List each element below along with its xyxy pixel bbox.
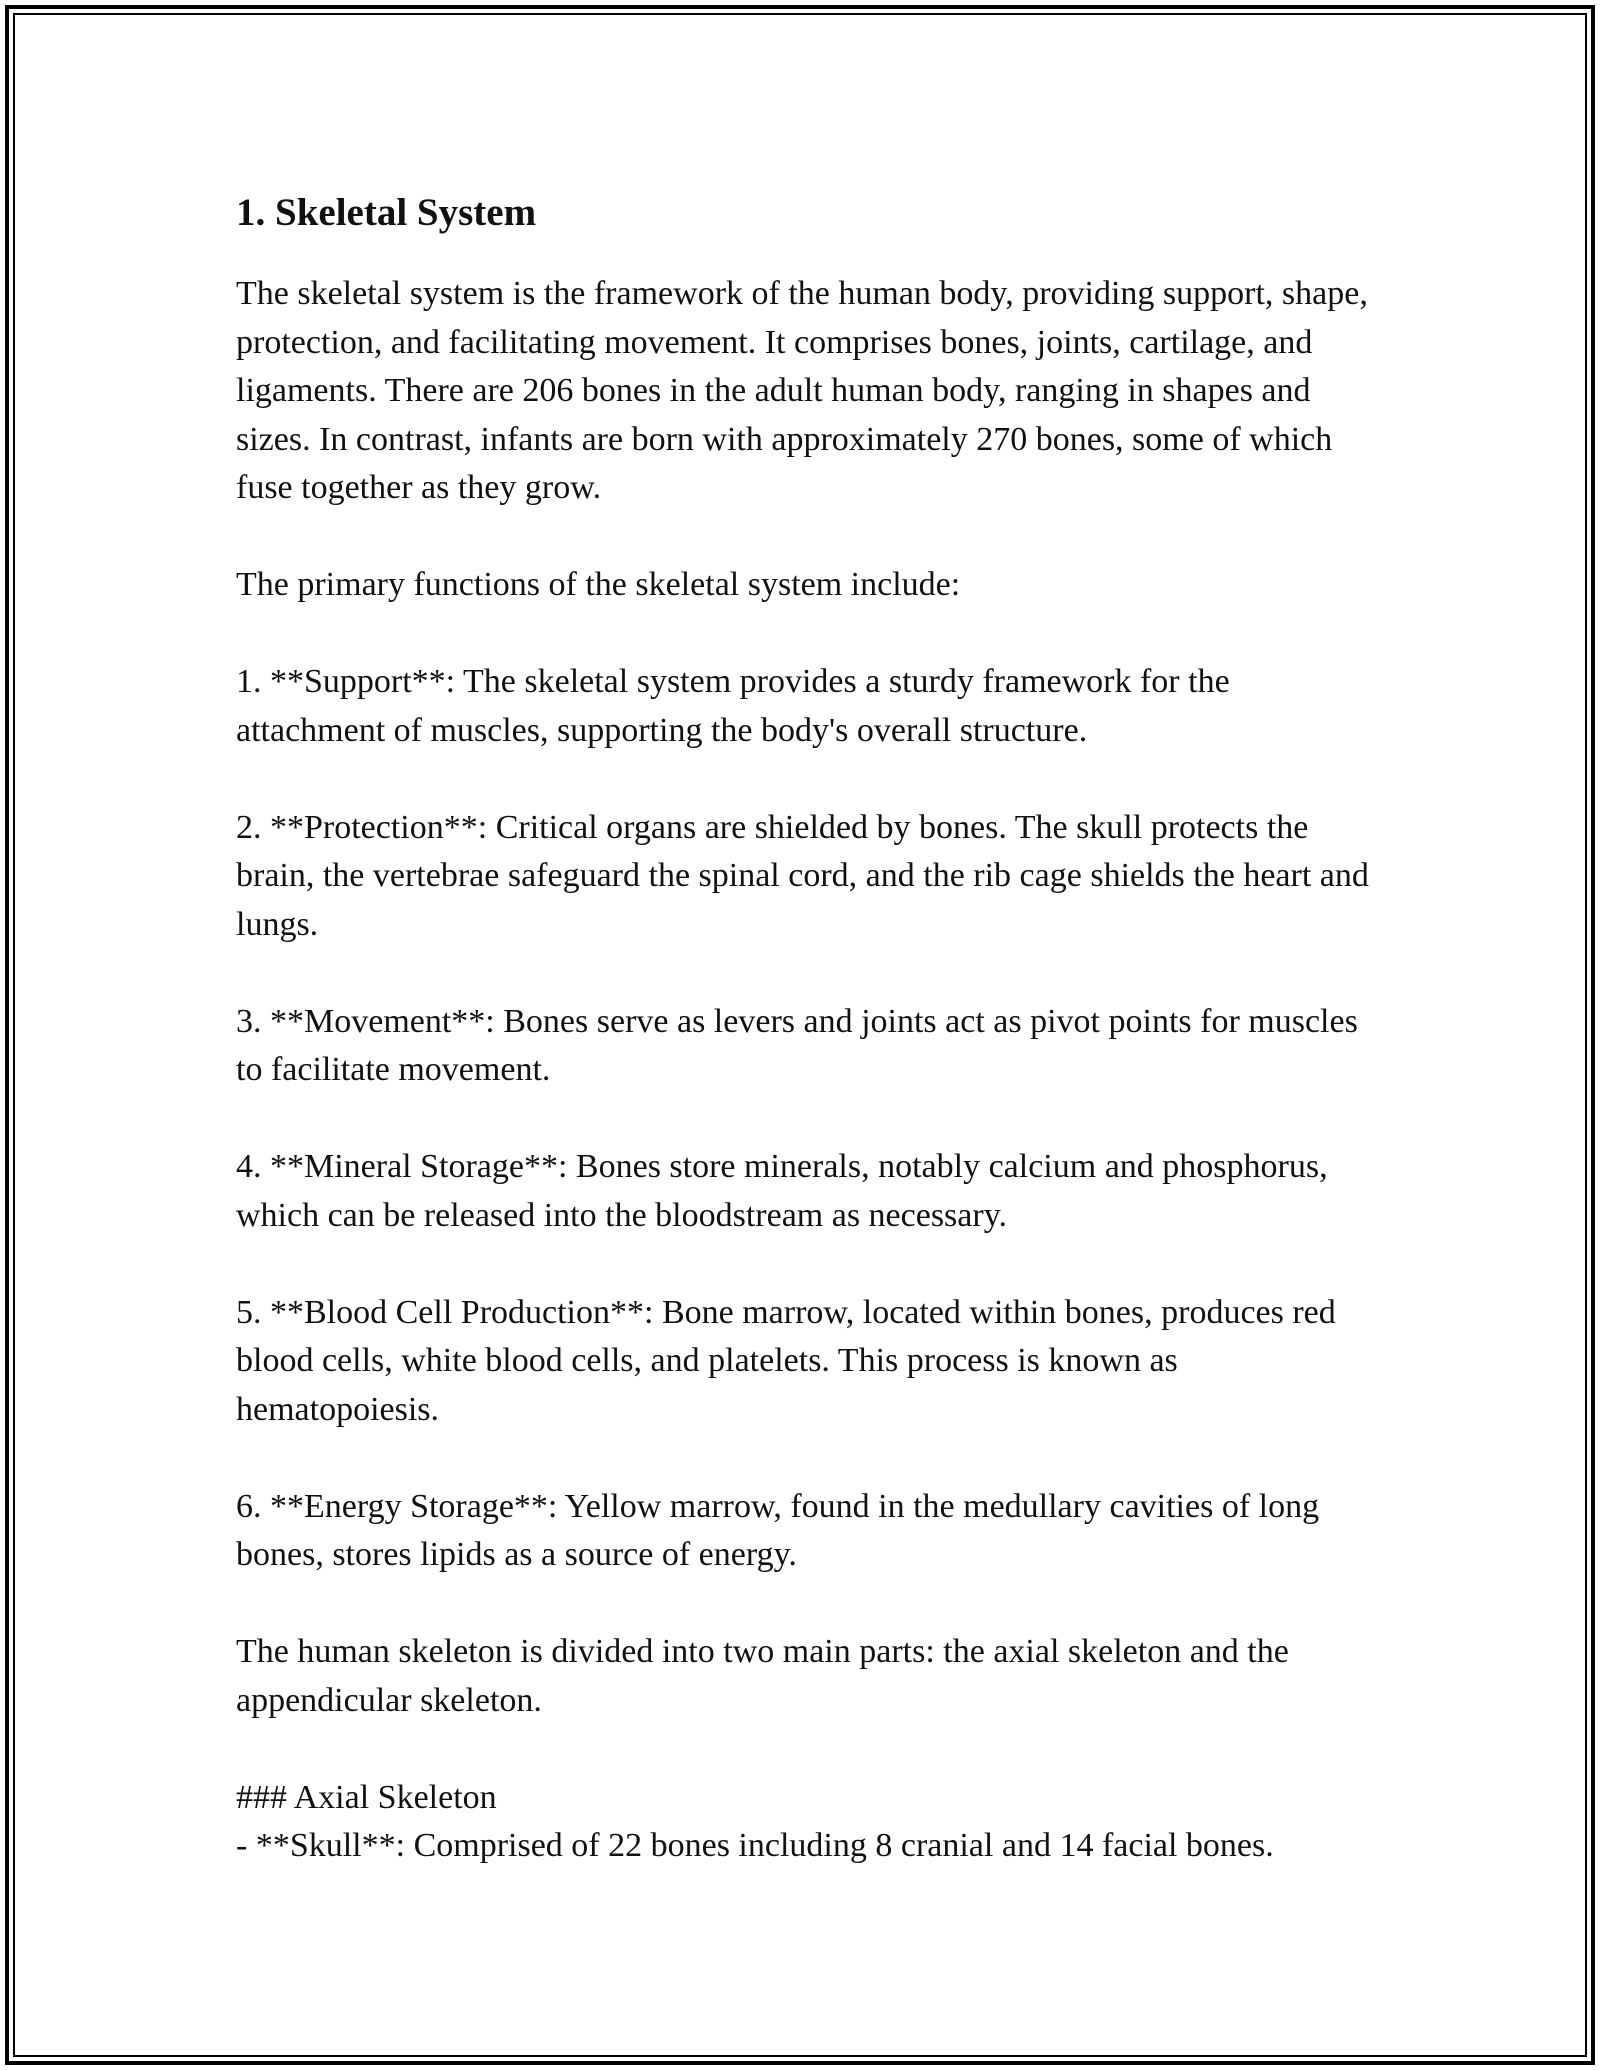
skull-item: - **Skull**: Comprised of 22 bones including 8 cranial and 14 facial bones. xyxy=(236,1827,1274,1864)
division-paragraph: The human skeleton is divided into two main parts: the axial skeleton and the appendicular skeleton. xyxy=(236,1633,1289,1719)
document-body xyxy=(236,186,1386,1871)
function-support: 1. **Support**: The skeletal system provides a sturdy framework for the attachment of muscles, supporting the body's overall structure. xyxy=(236,663,1230,749)
function-blood-cell-production: 5. **Blood Cell Production**: Bone marrow, located within bones, produces red blood cells, white blood cells, and platelets. This process is known as hematopoiesis. xyxy=(236,1293,1336,1428)
function-energy-storage: 6. **Energy Storage**: Yellow marrow, found in the medullary cavities of long bones, stores lipids as a source of energy. xyxy=(236,1487,1320,1573)
function-mineral-storage: 4. **Mineral Storage**: Bones store minerals, notably calcium and phosphorus, which can be released into the bloodstream as necessary. xyxy=(236,1148,1328,1234)
section-heading: 1. Skeletal System xyxy=(236,191,537,234)
intro-paragraph: The skeletal system is the framework of the human body, providing support, shape, protection, and facilitating movement. It comprises bones, joints, cartilage, and ligaments. There are 206 bones in the adult human body, ranging in shapes and sizes. In contrast, infants are born with approximately 270 bones, some of which fuse together as they grow. xyxy=(236,275,1368,506)
axial-skeleton-heading: ### Axial Skeleton xyxy=(236,1778,497,1816)
function-protection: 2. **Protection**: Critical organs are shielded by bones. The skull protects the brain, the vertebrae safeguard the spinal cord, and the rib cage shields the heart and lungs. xyxy=(236,808,1369,943)
functions-lead-paragraph: The primary functions of the skeletal system include: xyxy=(236,566,961,603)
function-movement: 3. **Movement**: Bones serve as levers and joints act as pivot points for muscles to facilitate movement. xyxy=(236,1002,1358,1088)
